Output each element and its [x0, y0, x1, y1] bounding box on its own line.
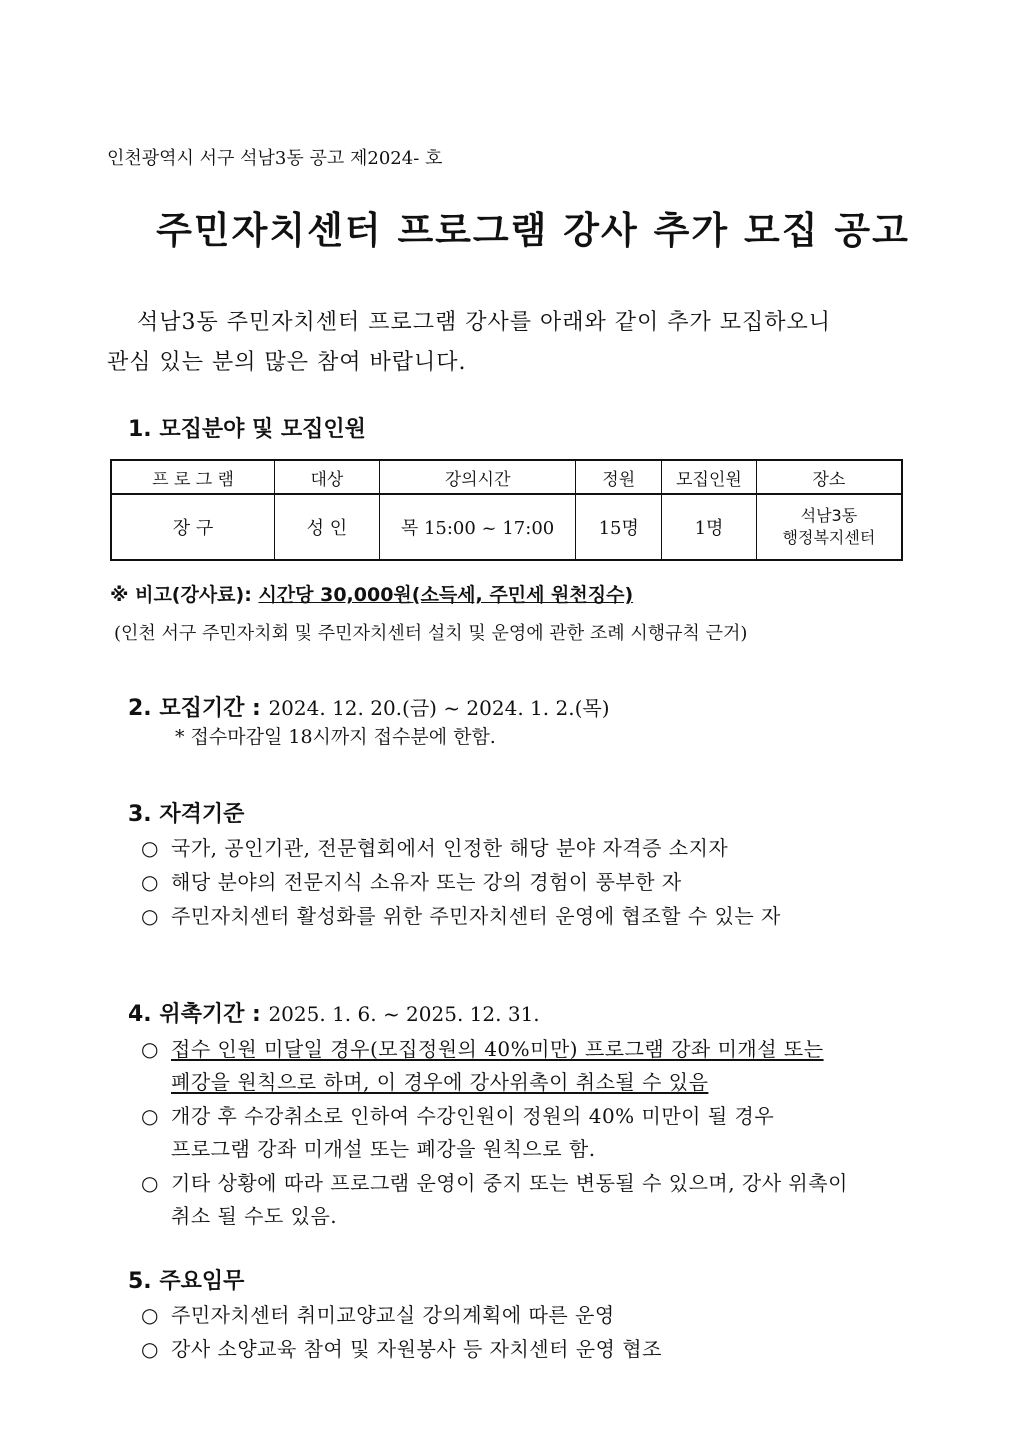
circle-bullet-icon: ○ [141, 1037, 159, 1061]
intro-paragraph [107, 303, 831, 383]
circle-bullet-icon: ○ [141, 1303, 159, 1327]
list-item-continuation: 프로그램 강좌 미개설 또는 폐강을 원칙으로 함. [171, 1137, 596, 1161]
cell-place [756, 494, 902, 560]
circle-bullet-icon: ○ [141, 1171, 159, 1195]
section4-label: 4. 위촉기간 : [128, 1002, 269, 1027]
section5-heading: 5. 주요임무 [128, 1269, 245, 1294]
appointment-period: 2025. 1. 6. ~ 2025. 12. 31. [268, 1002, 540, 1026]
list-item-continuation: 폐강을 원칙으로 하며, 이 경우에 강사위촉이 취소될 수 있음 [171, 1070, 709, 1094]
cell-target: 성 인 [275, 494, 380, 560]
intro-line-1: 석남3동 주민자치센터 프로그램 강사를 아래와 같이 추가 모집하오니 [137, 310, 832, 335]
list-item: ○ 개강 후 수강취소로 인하여 수강인원이 정원의 40% 미만이 될 경우 [141, 1104, 775, 1128]
place-line-2: 행정복지센터 [782, 528, 876, 547]
program-table [110, 459, 903, 561]
table-header-row [111, 460, 902, 494]
circle-bullet-icon: ○ [141, 904, 159, 928]
table-row [111, 494, 902, 560]
list-item: ○ 주민자치센터 취미교양교실 강의계획에 따른 운영 [141, 1303, 615, 1327]
list-item: ○ 주민자치센터 활성화를 위한 주민자치센터 운영에 협조할 수 있는 자 [141, 904, 781, 928]
page-title: 주민자치센터 프로그램 강사 추가 모집 공고 [156, 209, 910, 252]
circle-bullet-icon: ○ [141, 836, 159, 860]
intro-line-2: 관심 있는 분의 많은 참여 바랍니다. [107, 350, 467, 375]
header-time: 강의시간 [379, 460, 576, 494]
recruit-period: 2024. 12. 20.(금) ~ 2024. 1. 2.(목) [268, 696, 610, 720]
header-recruit: 모집인원 [662, 460, 757, 494]
fee-basis: (인천 서구 주민자치회 및 주민자치센터 설치 및 운영에 관한 조례 시행규칙 근거) [114, 623, 748, 644]
fee-label: ※ 비고(강사료): [110, 584, 259, 606]
cell-recruit: 1명 [662, 494, 757, 560]
fee-note [110, 580, 633, 607]
cell-time: 목 15:00 ~ 17:00 [379, 494, 576, 560]
section3-heading: 3. 자격기준 [128, 802, 245, 827]
list-item: ○ 해당 분야의 전문지식 소유자 또는 강의 경험이 풍부한 자 [141, 870, 682, 894]
section2-label: 2. 모집기간 : [128, 696, 269, 721]
section4-heading [128, 997, 540, 1028]
place-line-1: 석남3동 [800, 506, 858, 525]
list-item: ○ 기타 상황에 따라 프로그램 운영이 중지 또는 변동될 수 있으며, 강사 위촉이 [141, 1171, 848, 1195]
header-capacity: 정원 [576, 460, 662, 494]
header-target: 대상 [275, 460, 380, 494]
header-program: 프 로 그 램 [111, 460, 275, 494]
circle-bullet-icon: ○ [141, 870, 159, 894]
list-item: ○ 국가, 공인기관, 전문협회에서 인정한 해당 분야 자격증 소지자 [141, 836, 729, 860]
header-place: 장소 [756, 460, 902, 494]
list-item-continuation: 취소 될 수도 있음. [171, 1204, 338, 1228]
section1-heading: 1. 모집분야 및 모집인원 [128, 417, 366, 442]
section2-heading [128, 691, 610, 722]
cell-capacity: 15명 [576, 494, 662, 560]
list-item: ○ 강사 소양교육 참여 및 자원봉사 등 자치센터 운영 협조 [141, 1337, 662, 1361]
deadline-note: * 접수마감일 18시까지 접수분에 한함. [175, 726, 496, 748]
fee-value: 시간당 30,000원(소득세, 주민세 원천징수) [258, 584, 634, 606]
cell-program: 장 구 [111, 494, 275, 560]
list-item: ○ 접수 인원 미달일 경우(모집정원의 40%미만) 프로그램 강좌 미개설 또는 [141, 1037, 824, 1061]
circle-bullet-icon: ○ [141, 1104, 159, 1128]
notice-number: 인천광역시 서구 석남3동 공고 제2024- 호 [107, 148, 443, 169]
circle-bullet-icon: ○ [141, 1337, 159, 1361]
